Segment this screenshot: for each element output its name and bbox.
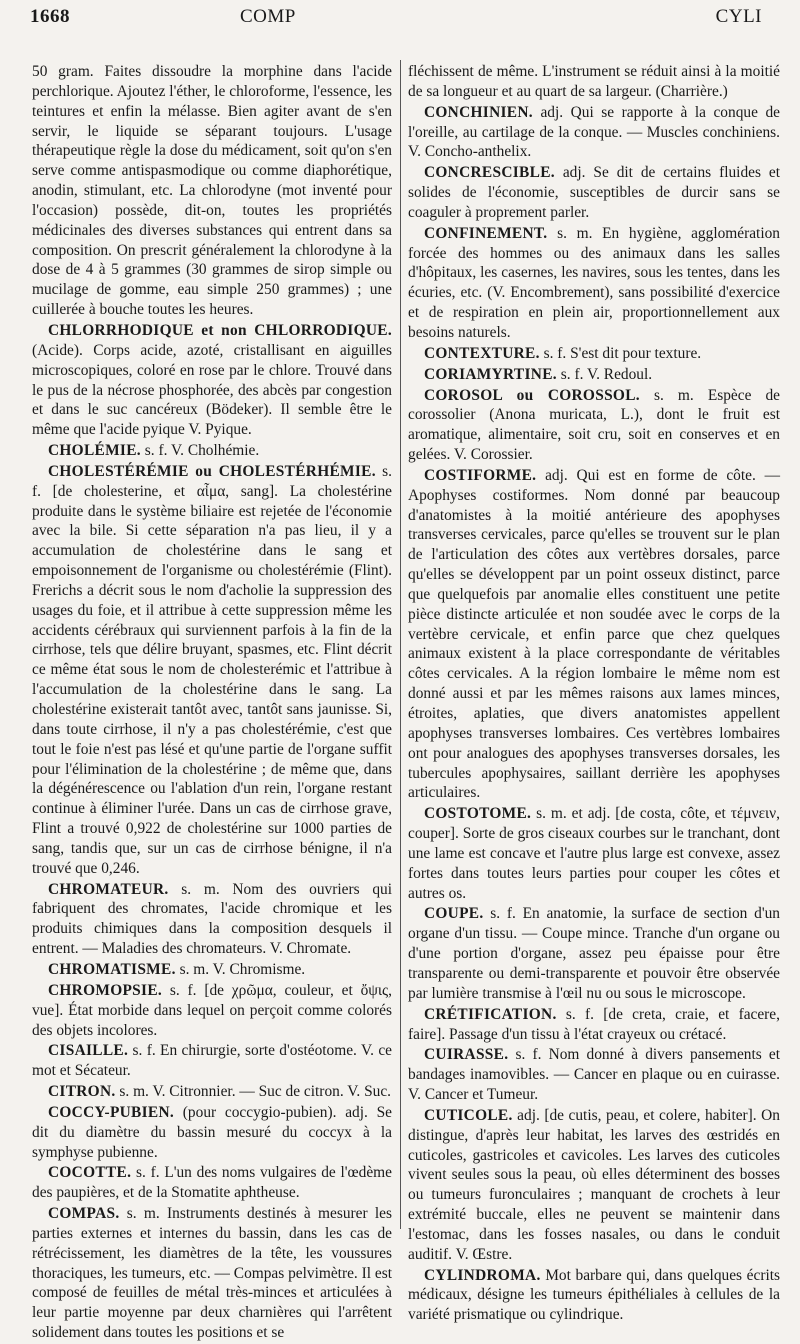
dictionary-entry: [408, 1045, 780, 1105]
entry-text: s. m. Instruments destinés à mesurer les parties externes et internes du bassin, dans les cas de rétrécissement, les diamètres de la tête, les voussures thoraciques, les tumeurs, etc. — Compas pelvimètre. Il est composé de feuilles de métal très-minces et articulées à leur partie moyenne par deux charnières qui l'arrêtent solidement dans toutes les positions et se: [32, 1205, 392, 1342]
dictionary-entry: [408, 466, 780, 803]
dictionary-entry: [32, 880, 392, 959]
entry-text: s. f. [de creta, craie, et facere, faire]. Passage d'un tissu à l'état crayeux ou crétacé.: [408, 1005, 780, 1043]
entry-headword: CONTEXTURE.: [424, 344, 540, 362]
entry-headword: CHROMATEUR.: [48, 880, 169, 898]
entry-text: s. f. L'un des noms vulgaires de l'œdème des paupières, et de la Stomatite aphtheuse.: [32, 1164, 392, 1202]
page-header: [30, 6, 792, 42]
entry-text: s. f. V. Cholhémie.: [140, 442, 260, 460]
dictionary-entry: [32, 62, 392, 320]
entry-headword: CONFINEMENT.: [424, 224, 548, 242]
dictionary-entry: [32, 321, 392, 440]
entry-text: 50 gram. Faites dissoudre la morphine dans l'acide perchlorique. Ajoutez l'éther, le chloroforme, l'essence, les teintures et enfin la mélasse. Bien agiter avant de s'en servir, le liquide se séparant toujours. L'usage thérapeutique règle la dose du médicament, soit qu'on s'en serve comme antispasmodique ou comme diaphorétique, anodin, stimulant, etc. La chlorodyne (mot inventé pour l'occasion) possède, dit-on, toutes les propriétés médicinales des diverses substances qui entrent dans sa composition. On prescrit généralement la chlorodyne à la dose de 4 à 5 grammes (30 grammes de sirop simple ou mucilage de gomme, eau simple 250 grammes) ; une cuillerée à bouche toutes les heures.: [32, 63, 392, 319]
dictionary-entry: [408, 103, 780, 163]
dictionary-entry: [408, 365, 780, 385]
left-column: [32, 62, 392, 1344]
dictionary-entry: [408, 224, 780, 343]
entry-text: adj. [de cutis, peau, et colere, habiter]. On distingue, d'après leur habitat, les larves des œstridés en cuticoles, gastricoles et cavicoles. Les larves des cuticoles vivent seules sous la peau, où elles déterminent des bosses ou tumeurs furonculaires ; manquant de crochets à leur extrémité buccale, elles ne peuvent se maintenir dans l'estomac, dans les fosses nasales, ou dans le conduit auditif. V. Œstre.: [408, 1106, 780, 1263]
dictionary-entry: [408, 163, 780, 223]
dictionary-entry: [32, 1204, 392, 1343]
dictionary-entry: [408, 1266, 780, 1326]
column-divider: [400, 60, 401, 1229]
dictionary-entry: [32, 1082, 392, 1102]
entry-text: s. f. S'est dit pour texture.: [539, 344, 702, 362]
left-running-head: COMP: [240, 6, 296, 27]
dictionary-entry: [408, 904, 780, 1003]
dictionary-entry: [408, 62, 780, 102]
entry-headword: CHOLÉMIE.: [48, 442, 141, 460]
entry-text: fléchissent de même. L'instrument se réduit ainsi à la moitié de sa longueur et au quart de sa largeur. (Charrière.): [408, 63, 780, 100]
dictionary-entry: [32, 960, 392, 980]
entry-headword: CRÉTIFICATION.: [424, 1005, 557, 1023]
entry-headword: CUTICOLE.: [424, 1106, 513, 1124]
entry-text: s. m. Nom des ouvriers qui fabriquent des chromates, l'acide chromique et les produits chimiques dans la composition desquels il entrent. — Maladies des chromateurs. V. Chromate.: [32, 880, 392, 958]
entry-headword: CONCHINIEN.: [424, 103, 533, 121]
entry-text: s. m. Espèce de corossolier (Anona muricata, L.), dont le fruit est aromatique, alimentaire, soit cru, soit en conserves et en gelées. V. Corossier.: [408, 386, 781, 464]
dictionary-entry: [32, 1163, 392, 1203]
dictionary-entry: [408, 804, 780, 903]
dictionary-entry: [32, 1103, 392, 1163]
page-number: 1668: [30, 6, 70, 27]
entry-text: adj. Se dit de certains fluides et solides de l'économie, susceptibles de durcir sans se coaguler à proprement parler.: [408, 164, 780, 221]
entry-headword: CYLINDROMA.: [424, 1266, 541, 1284]
entry-headword: CHROMOPSIE.: [48, 981, 163, 999]
entry-headword: COCOTTE.: [48, 1164, 132, 1182]
entry-text: adj. Qui se rapporte à la conque de l'oreille, au cartilage de la conque. — Muscles conchiniens. V. Concho-anthelix.: [408, 103, 780, 161]
entry-text: s. f. [de χρῶμα, couleur, et ὄψις, vue]. État morbide dans lequel on perçoit comme colorés des objets incolores.: [32, 981, 392, 1039]
entry-text: (pour coccygio-pubien). adj. Se dit du diamètre du bassin mesuré du coccyx à la symphyse pubienne.: [32, 1103, 392, 1161]
dictionary-entry: [32, 462, 392, 879]
entry-text: s. f. Nom donné à divers pansements et bandages inamovibles. — Cancer en plaque ou en cuirasse. V. Cancer et Tumeur.: [408, 1046, 780, 1104]
entry-text: s. f. En anatomie, la surface de section d'un organe d'un tissu. — Coupe mince. Tranche d'un organe ou d'une portion d'organe, assez peu épaisse pour être transparente ou demi-transparente et pouvoir être observée par lumière transmise à l'œil nu ou sous le microscope.: [408, 905, 780, 1002]
entry-text: s. m. V. Citronnier. — Suc de citron. V. Suc.: [115, 1083, 392, 1101]
entry-headword: COSTOTOME.: [424, 805, 532, 823]
entry-headword: CHROMATISME.: [48, 960, 176, 978]
entry-text: s. m. V. Chromisme.: [175, 960, 306, 978]
entry-text: adj. Qui est en forme de côte. — Apophyses costiformes. Nom donné par beaucoup d'anatomistes à la moitié antérieure des apophyses transverses cervicales, parce qu'elles se trouvent sur le plan de l'articulation des côtes aux vertèbres dorsales, parce qu'elles se développent par un point osseux distinct, parce que quelquefois par anomalie elles constituent une petite pièce distincte articulée et non soudée avec le corps de la vertèbre cervicale, et enfin parce que chez quelques animaux existent à la place correspondante de véritables côtes cervicales. A la région lombaire le même nom est donné aussi et par les mêmes raisons aux lames minces, étroites, aplaties, que divers anatomistes appellent apophyses transverses lombaires. Ces vertèbres lombaires ont pour analogues des apophyses transverses dorsales, les tubercules apophysaires, saillant derrière les apophyses articulaires.: [408, 466, 780, 802]
entry-headword: CITRON.: [48, 1083, 116, 1101]
entry-headword: COUPE.: [424, 905, 484, 923]
dictionary-entry: [32, 441, 392, 461]
dictionary-entry: [408, 1005, 780, 1045]
right-column: [408, 62, 780, 1326]
dictionary-entry: [408, 1106, 780, 1265]
entry-headword: COSTIFORME.: [424, 466, 537, 484]
entry-headword: CUIRASSE.: [424, 1046, 509, 1064]
entry-text: Mot barbare qui, dans quelques écrits médicaux, désigne les tumeurs épithéliales à cellules de la variété prismatique ou cylindrique.: [408, 1266, 780, 1324]
dictionary-entry: [32, 981, 392, 1041]
entry-headword: COCCY-PUBIEN.: [48, 1103, 175, 1121]
entry-text: s. m. et adj. [de costa, côte, et τέμνειν, couper]. Sorte de gros ciseaux courbes sur le tranchant, dont une lame est concave et l'autre plus large est convexe, assez fortes dans toutes leurs parties pour couper les côtes et autres os.: [408, 805, 780, 902]
entry-headword: COROSOL ou COROSSOL.: [424, 386, 640, 404]
entry-text: s. f. V. Redoul.: [556, 365, 653, 383]
entry-headword: CISAILLE.: [48, 1042, 129, 1060]
entry-text: s. m. En hygiène, agglomération forcée des hommes ou des animaux dans les salles d'hôpitaux, les casernes, les navires, sous les tentes, dans les écuries, etc. (V. Encombrement), sans possibilité d'exercice et de respiration en plein air, proportionnellement aux besoins naturels.: [408, 224, 780, 341]
entry-headword: COMPAS.: [48, 1205, 120, 1223]
entry-text: (Acide). Corps acide, azoté, cristallisant en aiguilles microscopiques, coloré en rose par le chlore. Trouvé dans le pus de la nécrose phosphorée, des abcès par congestion et dans le suc cancéreux (Bödeker). Il semble être le même que l'acide pyique V. Pyique.: [32, 341, 392, 439]
dictionary-entry: [32, 1041, 392, 1081]
entry-text: s. f. En chirurgie, sorte d'ostéotome. V. ce mot et Sécateur.: [32, 1042, 392, 1080]
entry-headword: CHLORRHODIQUE et non CHLORRODIQUE.: [48, 321, 392, 339]
entry-headword: CHOLESTÉRÉMIE ou CHOLESTÉRHÉMIE.: [48, 462, 376, 480]
entry-text: s. f. [de cholesterine, et αἷμα, sang]. La cholestérine produite dans le système biliaire est rejetée de l'économie avec la bile. Si cette séparation n'a pas lieu, il y a accumulation de cholestérine dans le sang et empoisonnement de l'organisme ou cholestérémie (Flint). Frerichs a décrit sous le nom d'acholie la suppression des usages du foie, et il attribue à cette suppression même les accidents cérébraux qui surviennent parfois à la fin de la cirrhose, tels que délire bruyant, spasmes, etc. Flint décrit ce même état sous le nom de cholesterémic et l'attribue à l'accumulation de la cholestérine dans le sang. La cholestérine existerait tantôt avec, tantôt sans jaunisse. Si, dans toute cirrhose, il n'y a pas cholestérémie, c'est que tout le foie n'est pas lésé et qu'une partie de l'organe suffit pour l'élimination de la cholestérine ; de même que, dans la dégénérescence ou l'ablation d'un rein, l'organe restant continue à éliminer l'urée. Dans un cas de cirrhose grave, Flint a trouvé 0,922 de cholestérine sur 1000 parties de sang, tandis que, sur un cas de cirrhose bénigne, il n'a trouvé que 0,246.: [32, 462, 392, 877]
entry-headword: CORIAMYRTINE.: [424, 365, 557, 383]
entry-headword: CONCRESCIBLE.: [424, 164, 555, 182]
dictionary-entry: [408, 386, 780, 465]
right-running-head: CYLI: [715, 6, 762, 27]
dictionary-entry: [408, 344, 780, 364]
